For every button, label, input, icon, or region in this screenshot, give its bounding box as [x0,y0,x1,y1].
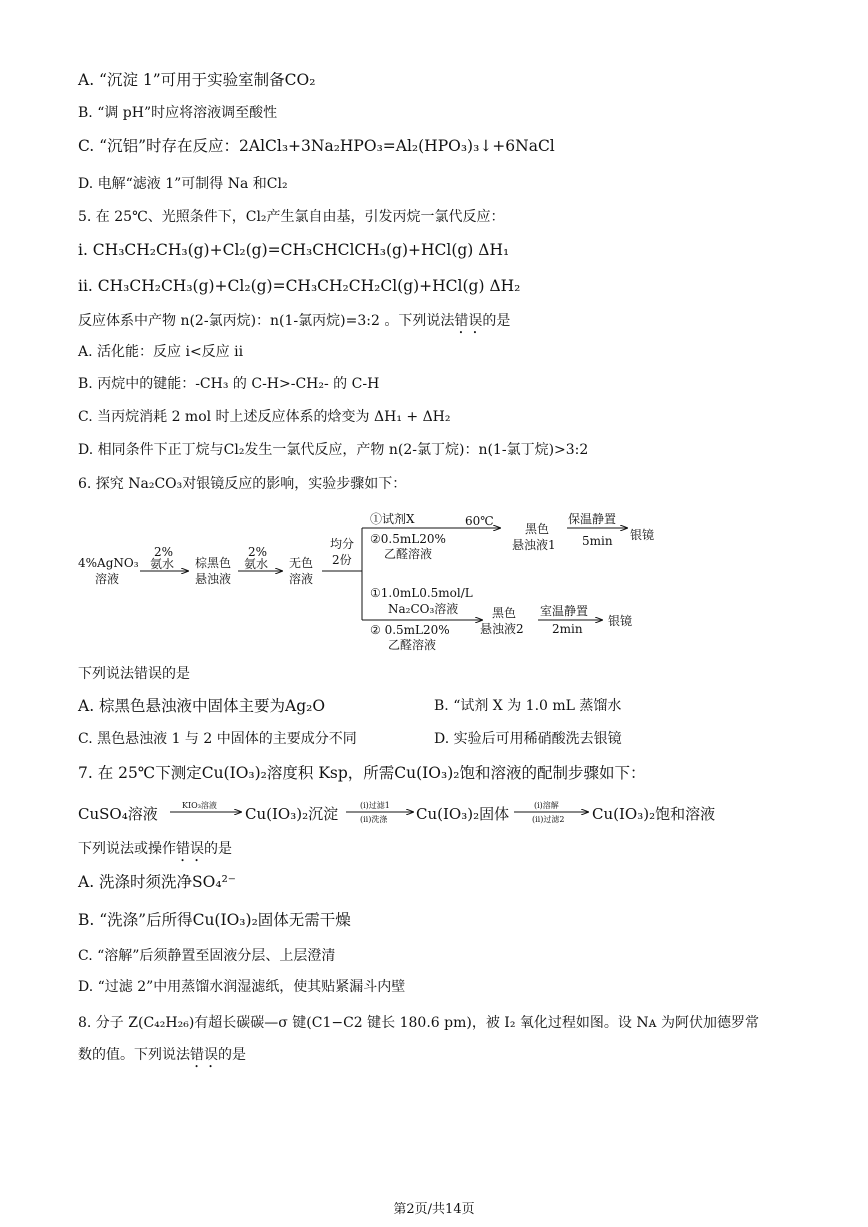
q7-option-d: D. “过滤 2”中用蒸馏水润湿滤纸，使其贴紧漏斗内壁 [78,979,406,995]
q5-option-c: C. 当丙烷消耗 2 mol 时上述反应体系的焓变为 ΔH₁ + ΔH₂ [78,409,451,425]
flow-mirror1: 银镜 [630,528,655,542]
flow-upper-cond-top: 保温静置 [568,512,617,526]
q8-line-2: 数的值。下列说法错误的是 [78,1047,246,1063]
q5-option-a: A. 活化能：反应 i<反应 ii [78,344,244,360]
flow-lower-reagent1-b: Na₂CO₃溶液 [388,602,459,616]
q7-option-b: B. “洗涤”后所得Cu(IO₃)₂固体无需干燥 [78,911,351,929]
flow-start-2: 溶液 [95,572,120,586]
scheme-s2: Cu(IO₃)₂沉淀 [245,805,339,823]
q5-stem: 5. 在 25℃、光照条件下，Cl₂产生氯自由基，引发丙烷一氯代反应： [78,209,505,225]
q6-option-c: C. 黑色悬浊液 1 与 2 中固体的主要成分不同 [78,731,357,747]
scheme-s3: Cu(IO₃)₂固体 [416,805,510,823]
flow-mirror2: 银镜 [608,614,633,628]
scheme-a3-bot: (ii)过滤2 [532,815,565,824]
scheme-s4: Cu(IO₃)₂饱和溶液 [592,805,716,823]
q6-flow-diagram [70,505,670,655]
flow-arrow2-bot: 氨水 [244,557,269,571]
q6-stem: 6. 探究 Na₂CO₃对银镜反应的影响，实验步骤如下： [78,476,407,492]
q4-option-b: B. “调 pH”时应将溶液调至酸性 [78,105,278,121]
q7-scheme [78,800,758,830]
q5-ratio-prompt: 反应体系中产物 n(2-氯丙烷)：n(1-氯丙烷)=3:2 。下列说法错误的是 [78,313,511,329]
q4-option-d: D. 电解“滤液 1”可制得 Na 和Cl₂ [78,176,288,192]
q7-prompt: 下列说法或操作错误的是 [78,841,232,857]
flow-lower-reagent2-b: 乙醛溶液 [388,638,437,652]
q5-reaction-i: i. CH₃CH₂CH₃(g)+Cl₂(g)=CH₃CHClCH₃(g)+HCl(g) ΔH₁ [78,241,510,259]
q7-option-c: C. “溶解”后须静置至固液分层、上层澄清 [78,948,336,964]
flow-start: 4%AgNO₃ [78,556,139,570]
q5-option-b: B. 丙烷中的键能：-CH₃ 的 C-H>-CH₂- 的 C-H [78,376,380,392]
q7-option-a: A. 洗涤时须洗净SO₄²⁻ [78,873,236,891]
flow-upper-temp: 60℃ [465,514,494,528]
q8-line-1: 8. 分子 Z(C₄₂H₂₆)有超长碳碳—σ 键(C1−C2 键长 180.6 pm)，被 I₂ 氧化过程如图。设 Nᴀ 为阿伏加德罗常 [78,1015,759,1031]
flow-black2-2: 悬浊液2 [480,622,524,636]
flow-upper-reagent2-b: 乙醛溶液 [384,547,433,561]
flow-brown-2: 悬浊液 [195,572,232,586]
flow-split-2: 2份 [332,553,352,567]
q4-option-a: A. “沉淀 1”可用于实验室制备CO₂ [78,71,316,89]
scheme-a2-bot: (ii)洗涤 [360,815,388,824]
q6-option-d: D. 实验后可用稀硝酸洗去银镜 [434,731,622,747]
scheme-s1: CuSO₄溶液 [78,805,158,823]
q6-option-a: A. 棕黑色悬浊液中固体主要为Ag₂O [78,697,326,715]
scheme-a3-top: (i)溶解 [534,801,559,810]
flow-lower-reagent2: ② 0.5mL20% [370,623,450,637]
flow-upper-reagent1: ①试剂X [370,512,415,526]
flow-black2: 黑色 [492,606,517,620]
q6-prompt: 下列说法错误的是 [78,666,190,682]
flow-upper-reagent2: ②0.5mL20% [370,532,446,546]
q7-stem: 7. 在 25℃下测定Cu(IO₃)₂溶度积 Ksp，所需Cu(IO₃)₂饱和溶液的配制步骤如下： [78,764,646,782]
q5-option-d: D. 相同条件下正丁烷与Cl₂发生一氯代反应，产物 n(2-氯丁烷)：n(1-氯丁烷)>3:2 [78,442,589,458]
q6-option-b: B. “试剂 X 为 1.0 mL 蒸馏水 [434,698,622,714]
flow-black1-2: 悬浊液1 [512,538,556,552]
q4-option-c: C. “沉铝”时存在反应：2AlCl₃+3Na₂HPO₃=Al₂(HPO₃)₃↓+6NaCl [78,137,555,155]
flow-lower-cond-bot: 2min [552,622,583,636]
scheme-a2-top: (i)过滤1 [360,801,390,810]
flow-arrow1-bot: 氨水 [150,557,175,571]
flow-arrow1-top: 2% [154,545,174,559]
flow-brown: 棕黑色 [195,556,232,570]
flow-colorless-2: 溶液 [289,572,314,586]
flow-lower-cond-top: 室温静置 [540,604,589,618]
flow-colorless: 无色 [289,556,314,570]
q5-reaction-ii: ii. CH₃CH₂CH₃(g)+Cl₂(g)=CH₃CH₂CH₂Cl(g)+HCl(g) ΔH₂ [78,277,521,295]
page-footer: 第2页/共14页 [393,1202,475,1217]
flow-arrow2-top: 2% [248,545,268,559]
flow-black1: 黑色 [525,522,550,536]
flow-split: 均分 [330,537,355,551]
scheme-a1: KIO₃溶液 [182,801,217,810]
flow-lower-reagent1: ①1.0mL0.5mol/L [370,586,473,600]
flow-upper-cond-bot: 5min [582,534,613,548]
